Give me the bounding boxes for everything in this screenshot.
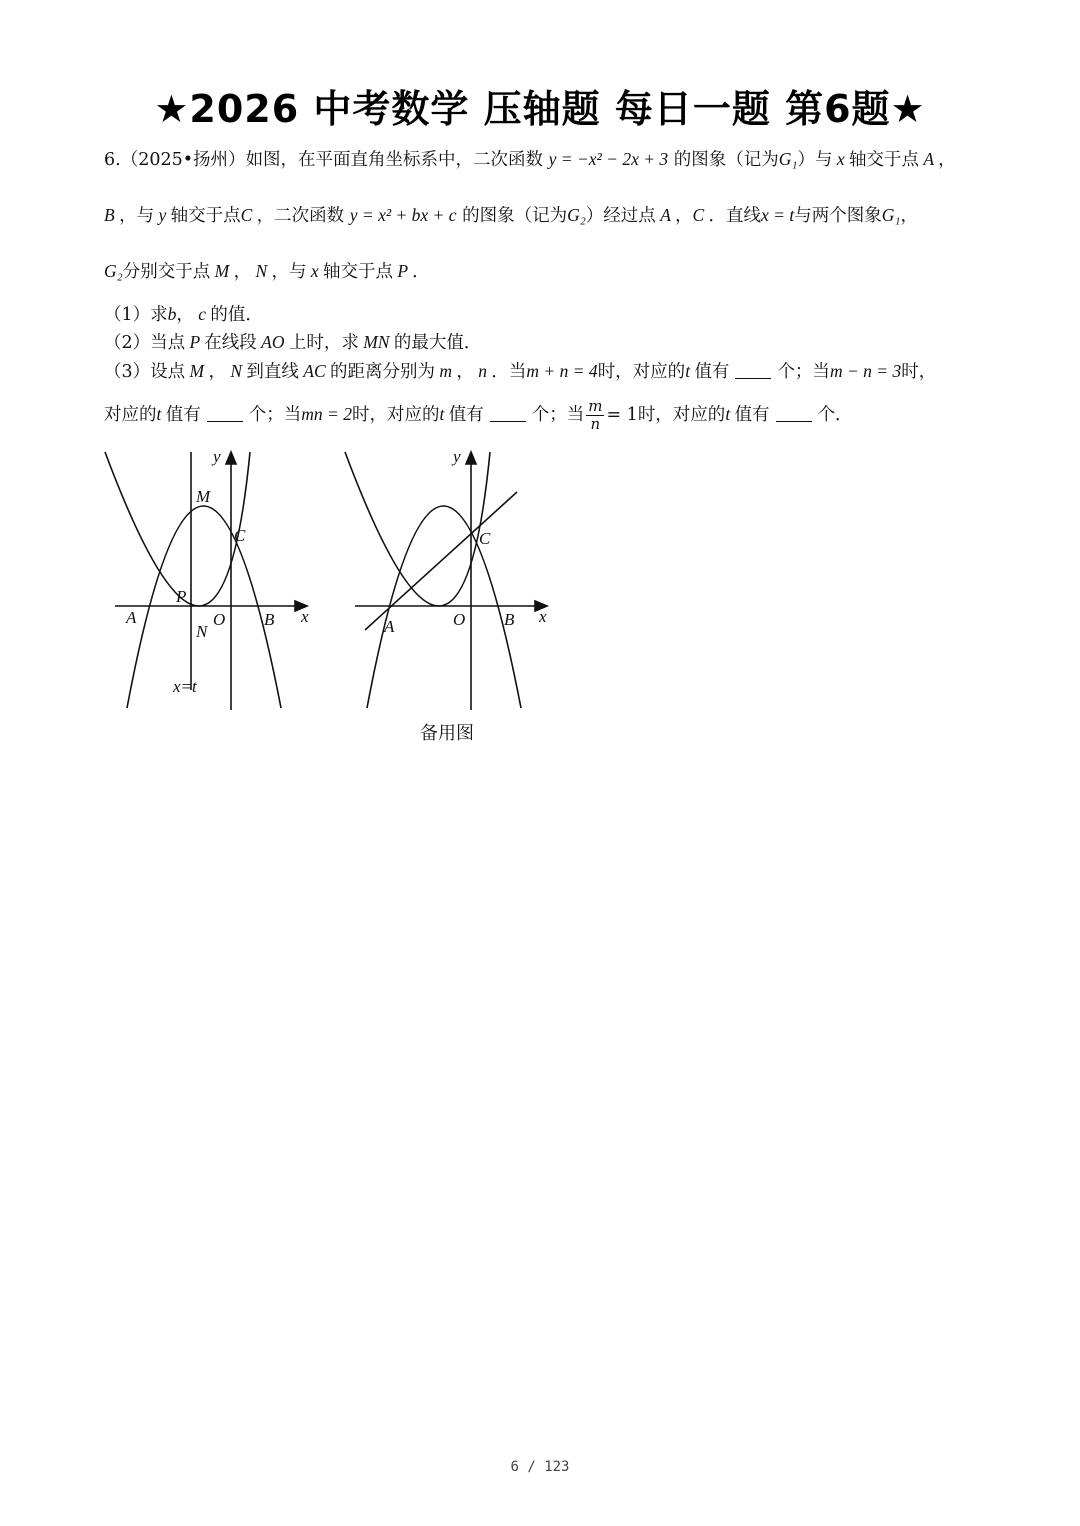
g2-function: y = x² + bx + c <box>349 205 457 225</box>
question-2: （2）当点 P 在线段 AO 上时，求 MN 的最大值． <box>104 332 482 353</box>
label-O: O <box>453 610 466 629</box>
label-N: N <box>196 622 208 641</box>
answer-blank-1[interactable] <box>735 362 771 379</box>
page-number: 6 / 123 <box>510 1459 570 1475</box>
label-O: O <box>213 610 226 629</box>
label-x: x <box>539 607 547 626</box>
label-M: M <box>196 487 211 506</box>
figure-caption: 备用图 <box>420 723 474 744</box>
label-A: A <box>384 617 395 636</box>
label-y: y <box>213 447 221 466</box>
label-line: x=t <box>173 677 197 696</box>
answer-blank-4[interactable] <box>776 405 812 422</box>
label-C: C <box>234 526 246 545</box>
question-3-line-2: 对应的t 值有 个；当mn = 2时，对应的t 值有 个；当 $\frac{m}{n}$ = 1时，对应的t 值有 个． <box>104 397 853 433</box>
answer-blank-2[interactable] <box>207 405 243 422</box>
page-title: ★2026 中考数学 压轴题 每日一题 第6题★ <box>154 87 926 131</box>
label-C: C <box>479 529 491 548</box>
g1-function: y = −x² − 2x + 3 <box>548 149 669 169</box>
question-1: （1）求b， c 的值． <box>104 304 263 325</box>
line-AC <box>365 492 517 630</box>
fraction-m-over-n: $\frac{m}{n}$ <box>588 397 603 433</box>
y-axis-arrow <box>466 452 476 464</box>
problem-line-3: G₂分别交于点 M ， N ，与 x 轴交于点 P ． <box>104 261 430 282</box>
problem-line-2: B ，与 y 轴交于点C ，二次函数 y = x² + bx + c 的图象（记为G₂）经过点 A ，C ．直线x = t与两个图象G₁， <box>104 205 918 226</box>
label-P: P <box>176 587 187 606</box>
g1-parabola <box>127 506 281 708</box>
question-3-line-1: （3）设点 M ， N 到直线 AC 的距离分别为 m ， n ．当m + n = 4时，对应的t 值有 个；当m − n = 3时， <box>104 361 937 382</box>
label-y: y <box>453 447 461 466</box>
figure-1 <box>95 440 335 720</box>
label-A: A <box>126 608 137 627</box>
problem-line-1: 6.（2025•扬州）如图，在平面直角坐标系中，二次函数 y = −x² − 2x + 3 的图象（记为G₁）与 x 轴交于点 A ， <box>104 149 956 170</box>
y-axis-arrow <box>226 452 236 464</box>
label-B: B <box>264 610 275 629</box>
figure-2 <box>335 440 565 720</box>
label-x: x <box>301 607 309 626</box>
answer-blank-3[interactable] <box>490 405 526 422</box>
label-B: B <box>504 610 515 629</box>
